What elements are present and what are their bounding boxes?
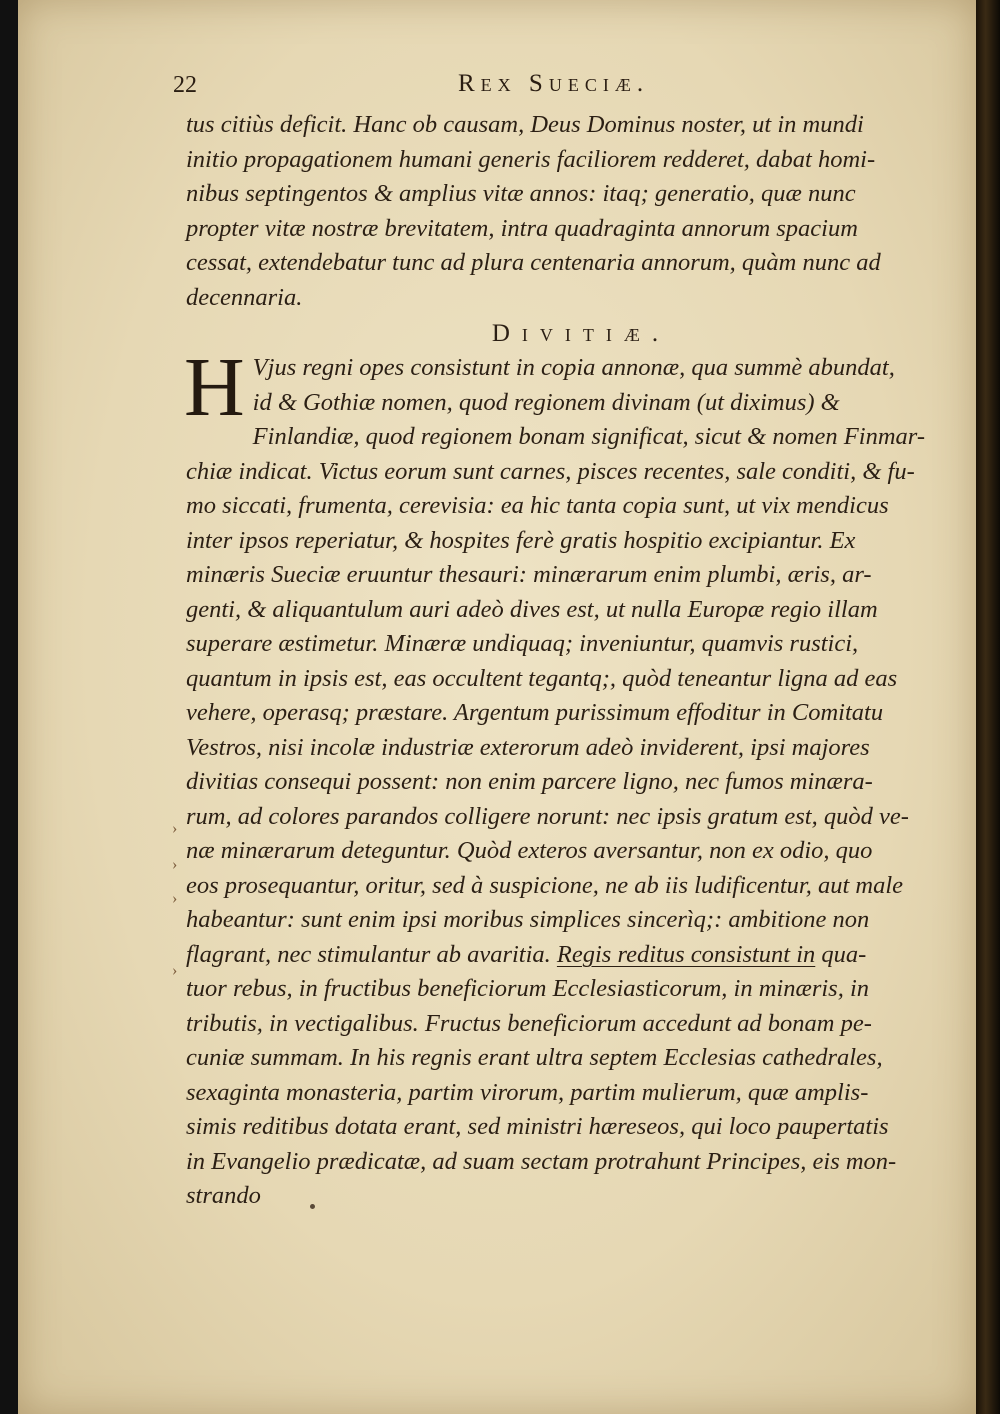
book-page <box>18 0 976 1414</box>
text-segment: flagrant, nec stimulantur ab avaritia. <box>186 940 557 968</box>
text-line: in Evangelio prædicatæ, ad suam sectam protrahunt Principes, eis mon- <box>186 1147 897 1175</box>
text-line: divitias consequi possent: non enim parcere ligno, nec fumos minæra- <box>186 768 873 795</box>
body-text <box>186 108 956 1214</box>
section-paragraph <box>184 341 956 1214</box>
text-line: chiæ indicat. Victus eorum sunt carnes, pisces recentes, sale conditi, & fu- <box>186 457 915 485</box>
page-number: 22 <box>173 72 197 98</box>
margin-mark: › <box>172 962 178 979</box>
text-line: vehere, operasq; præstare. Argentum purissimum effoditur in Comitatu <box>186 699 884 726</box>
text-line: propter vitæ nostræ brevitatem, intra quadraginta annorum spacium <box>186 214 858 242</box>
paragraph-continued <box>186 108 956 315</box>
running-title: Rex Sueciæ. <box>458 70 650 97</box>
margin-mark: › <box>172 820 178 837</box>
text-line: simis reditibus dotata erant, sed ministri hæreseos, qui loco paupertatis <box>186 1113 889 1140</box>
catchword: strando <box>186 1182 261 1209</box>
text-segment: qua- <box>815 940 867 968</box>
text-line: mo siccati, frumenta, cerevisia: ea hic tanta copia sunt, ut vix mendicus <box>186 492 889 519</box>
page-edge <box>976 0 1000 1414</box>
underlined-phrase: Regis reditus consistunt in <box>556 940 816 968</box>
text-line: id & Gothiæ nomen, quod regionem divinam (ut diximus) & <box>252 388 840 416</box>
text-line: Vjus regni opes consistunt in copia annonæ, qua summè abundat, <box>252 354 895 381</box>
margin-mark: › <box>172 890 178 907</box>
text-line: cessat, extendebatur tunc ad plura centenaria annorum, quàm nunc ad <box>186 249 881 276</box>
page-header <box>173 66 953 106</box>
text-line: Vestros, nisi incolæ industriæ exterorum adeò inviderent, ipsi majores <box>186 733 870 761</box>
text-line: rum, ad colores parandos colligere norunt: nec ipsis gratum est, quòd ve- <box>186 802 909 830</box>
section-heading: Divitiæ. <box>491 320 671 347</box>
text-line: habeantur: sunt enim ipsi moribus simplices sincerìq;: ambitione non <box>186 906 870 933</box>
text-line: cuniæ summam. In his regnis erant ultra septem Ecclesias cathedrales, <box>186 1044 883 1071</box>
text-line-underlined <box>186 938 956 973</box>
text-line: næ minærarum deteguntur. Quòd exteros aversantur, non ex odio, quo <box>186 837 873 864</box>
text-line: tuor rebus, in fructibus beneficiorum Ecclesiasticorum, in minæris, in <box>186 975 870 1002</box>
margin-mark: › <box>172 856 178 873</box>
text-line: nibus septingentos & amplius vitæ annos: itaq; generatio, quæ nunc <box>186 180 856 207</box>
text-line: genti, & aliquantulum auri adeò dives est, ut nulla Europæ regio illam <box>186 595 878 623</box>
text-line: initio propagationem humani generis faciliorem redderet, dabat homi- <box>186 145 876 173</box>
text-line: quantum in ipsis est, eas occultent tegantq;, quòd teneantur ligna ad eas <box>186 664 898 692</box>
drop-cap: H <box>184 341 245 434</box>
text-line: decennaria. <box>186 283 303 311</box>
text-line: tributis, in vectigalibus. Fructus beneficiorum accedunt ad bonam pe- <box>186 1009 872 1037</box>
text-line: Finlandiæ, quod regionem bonam significat, sicut & nomen Finmar- <box>252 423 925 450</box>
text-line: superare æstimetur. Minæræ undiquaq; inveniuntur, quamvis rustici, <box>186 630 859 657</box>
text-line: eos prosequantur, oritur, sed à suspicione, ne ab iis ludificentur, aut male <box>186 871 904 899</box>
text-line: tus citiùs deficit. Hanc ob causam, Deus Dominus noster, ut in mundi <box>186 111 864 138</box>
text-line: inter ipsos reperiatur, & hospites ferè gratis hospitio excipiantur. Ex <box>186 526 856 554</box>
text-line: minæris Sueciæ eruuntur thesauri: minærarum enim plumbi, æris, ar- <box>186 561 872 588</box>
text-line: sexaginta monasteria, partim virorum, partim mulierum, quæ amplis- <box>186 1078 869 1106</box>
